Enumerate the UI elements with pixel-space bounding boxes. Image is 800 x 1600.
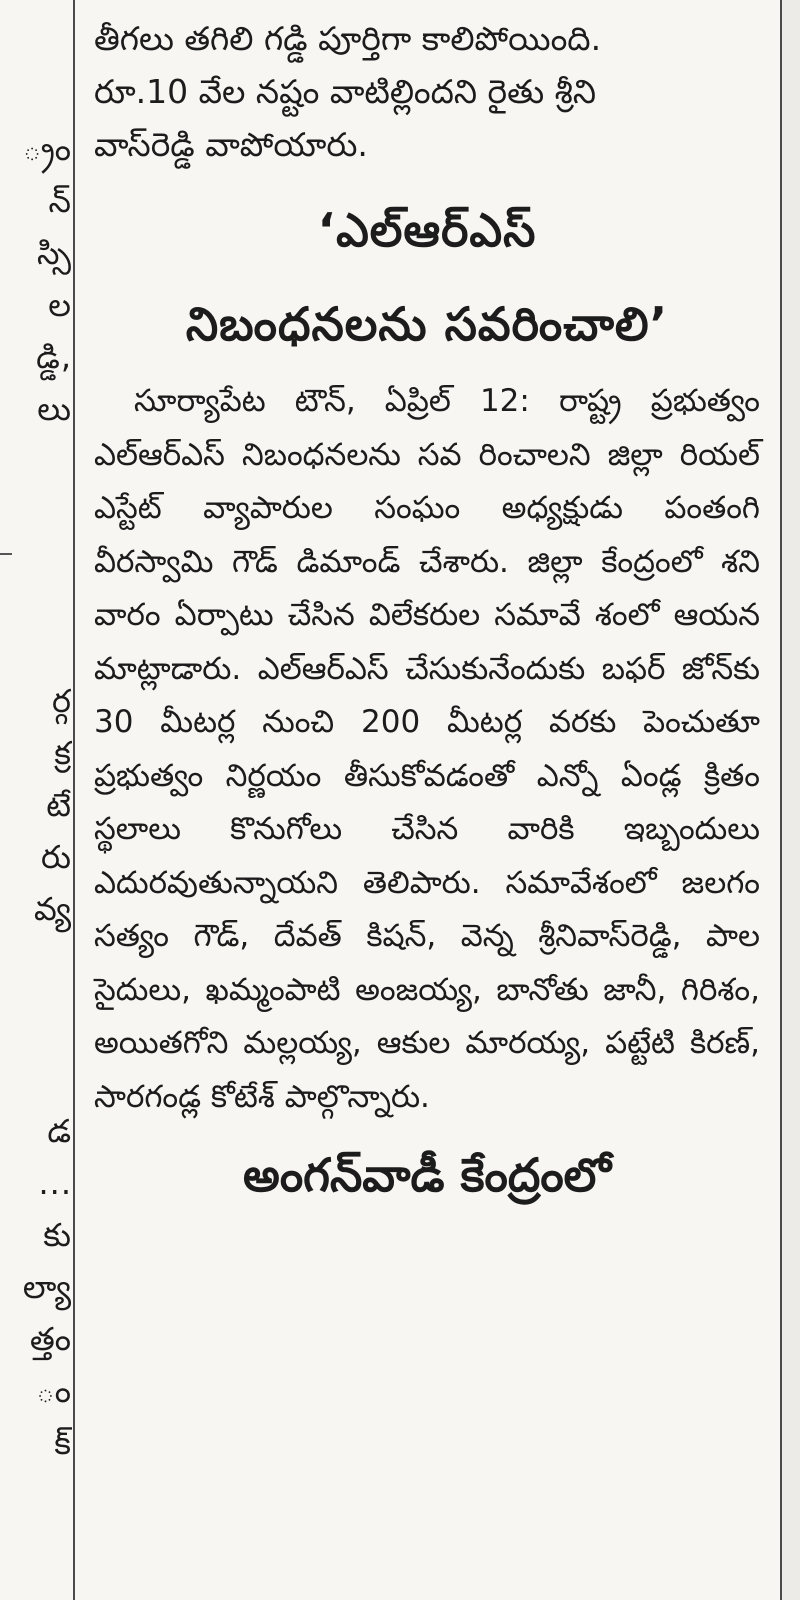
- left-fragment: న్: [48, 182, 72, 220]
- article-headline-line-2: నిబంధనలను సవరించాలి’: [185, 297, 669, 351]
- left-fragment: వ్య: [33, 890, 72, 928]
- previous-article-ending: [94, 0, 760, 171]
- left-fragment: ర్గ: [52, 682, 72, 720]
- next-article-headline-cut: [94, 1220, 760, 1244]
- previous-article-line: వాస్‌రెడ్డి వాపోయారు.: [94, 125, 368, 164]
- left-fragment: క్: [54, 1424, 72, 1462]
- left-fragment: ం: [36, 1372, 72, 1410]
- left-fragment: ల్యా: [22, 1268, 72, 1306]
- left-fragment: లు: [37, 390, 72, 428]
- left-column-fragments: [0, 0, 72, 1600]
- next-article-headline: అంగన్‌వాడీ కేంద్రంలో: [243, 1148, 611, 1202]
- previous-article-line: తీగలు తగిలి గడ్డి పూర్తిగా కాలిపోయింది.: [94, 19, 602, 58]
- left-fragment: డ: [47, 1112, 72, 1150]
- article-column: [94, 0, 760, 1244]
- previous-article-line: రూ.10 వేల నష్టం వాటిల్లిందని రైతు శ్రీని: [94, 72, 596, 111]
- right-column-edge: [782, 0, 800, 1600]
- left-fragment: టే: [46, 786, 72, 824]
- left-fragment: డ్డి,: [36, 338, 72, 376]
- left-fragment: కు: [43, 1216, 72, 1254]
- left-fragment: ల: [48, 286, 72, 324]
- column-divider-left: [73, 0, 75, 1600]
- left-fragment: ...: [38, 1164, 72, 1202]
- article-headline-line-1: ‘ఎల్‌ఆర్‌ఎస్‌: [317, 203, 537, 257]
- article-body: సూర్యాపేట టౌన్‌, ఏప్రిల్‌ 12: రాష్ట్ర ప్రభుత్వం ఎల్‌ఆర్‌ఎస్‌ నిబంధనలను సవ రించాలని జిల్లా రియల్‌ ఎస్టేట్‌ వ్యాపారుల సంఘం అధ్యక్షుడు పంతంగి వీరస్వామి గౌడ్‌ డిమాండ్‌ చేశారు. జిల్లా కేంద్రంలో శని వారం ఏర్పాటు చేసిన విలేకరుల సమావే శంలో ఆయన మాట్లాడారు. ఎల్‌ఆర్‌ఎస్‌ చేసుకునేందుకు బఫర్‌ జోన్‌కు 30 మీటర్ల నుంచి 200 మీటర్ల వరకు పెంచుతూ ప్రభుత్వం నిర్ణయం తీసుకోవడంతో ఎన్నో ఏండ్ల క్రితం స్థలాలు కొనుగోలు చేసిన వారికి ఇబ్బందులు ఎదురవుతున్నాయని తెలిపారు. సమావేశంలో జలగం సత్యం గౌడ్‌, దేవత్‌ కిషన్‌, వెన్న శ్రీనివాస్‌రెడ్డి, పాల సైదులు, ఖమ్మంపాటి అంజయ్య, బానోతు జానీ, గిరిశం, అయితగోని మల్లయ్య, ఆకుల మారయ్య, పట్టేటి కిరణ్‌, సారగండ్ల కోటేశ్‌ పాల్గొన్నారు.: [94, 383, 760, 1115]
- left-fragment: ్రం: [22, 130, 72, 168]
- left-column-rule: [0, 553, 12, 555]
- left-fragment: త్తం: [29, 1320, 72, 1358]
- left-fragment: స్సి: [36, 234, 72, 272]
- previous-article-cut-line: [94, 0, 760, 12]
- left-fragment: క్ర: [54, 734, 72, 772]
- left-fragment: రు: [40, 838, 72, 876]
